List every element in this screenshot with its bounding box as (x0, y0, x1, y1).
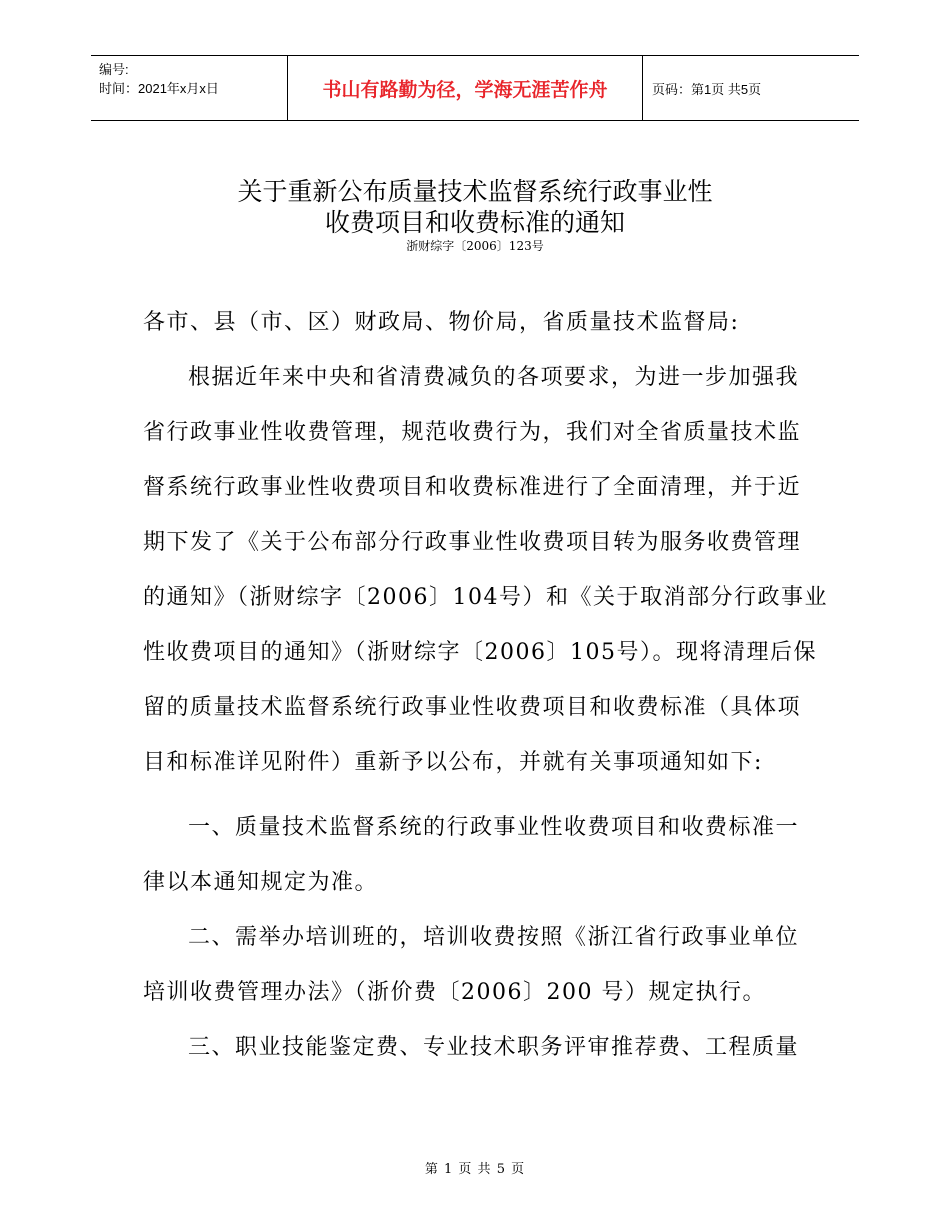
header-page-info: 页码：第1页 共5页 (652, 81, 762, 97)
document-title-line-1: 关于重新公布质量技术监督系统行政事业性 (237, 177, 713, 206)
body-line: 的通知》（浙财综字〔2006〕104号）和《关于取消部分行政事业 (143, 585, 828, 610)
body-line: 培训收费管理办法》（浙价费〔2006〕200 号）规定执行。 (143, 980, 766, 1005)
document-number: 浙财综字〔2006〕123号 (406, 239, 544, 253)
body-line: 期下发了《关于公布部分行政事业性收费项目转为服务收费管理 (143, 530, 802, 555)
body-line: 性收费项目的通知》（浙财综字〔2006〕105号）。现将清理后保 (143, 640, 817, 665)
page-footer: 第 1 页 共 5 页 (424, 1162, 526, 1177)
header-time-label: 时间：2021年x月x日 (99, 81, 219, 96)
body-line: 律以本通知规定为准。 (143, 870, 379, 895)
body-line: 二、需举办培训班的，培训收费按照《浙江省行政事业单位 (188, 925, 800, 950)
header-number-label: 编号: (99, 62, 129, 77)
body-line: 各市、县（市、区）财政局、物价局，省质量技术监督局: (143, 310, 740, 335)
document-title-line-2: 收费项目和收费标准的通知 (324, 208, 625, 237)
body-line: 一、质量技术监督系统的行政事业性收费项目和收费标准一 (188, 815, 800, 840)
body-line: 三、职业技能鉴定费、专业技术职务评审推荐费、工程质量 (188, 1035, 800, 1060)
body-line: 省行政事业性收费管理，规范收费行为，我们对全省质量技术监 (143, 420, 802, 445)
header-meta (91, 56, 287, 120)
body-line: 督系统行政事业性收费项目和收费标准进行了全面清理，并于近 (143, 475, 802, 500)
body-line: 留的质量技术监督系统行政事业性收费项目和收费标准（具体项 (143, 695, 802, 720)
body-line: 根据近年来中央和省清费减负的各项要求，为进一步加强我 (188, 365, 800, 390)
header-motto: 书山有路勤为径，学海无涯苦作舟 (287, 56, 643, 120)
document-header (91, 55, 859, 121)
body-line: 目和标准详见附件）重新予以公布，并就有关事项通知如下: (143, 750, 763, 775)
